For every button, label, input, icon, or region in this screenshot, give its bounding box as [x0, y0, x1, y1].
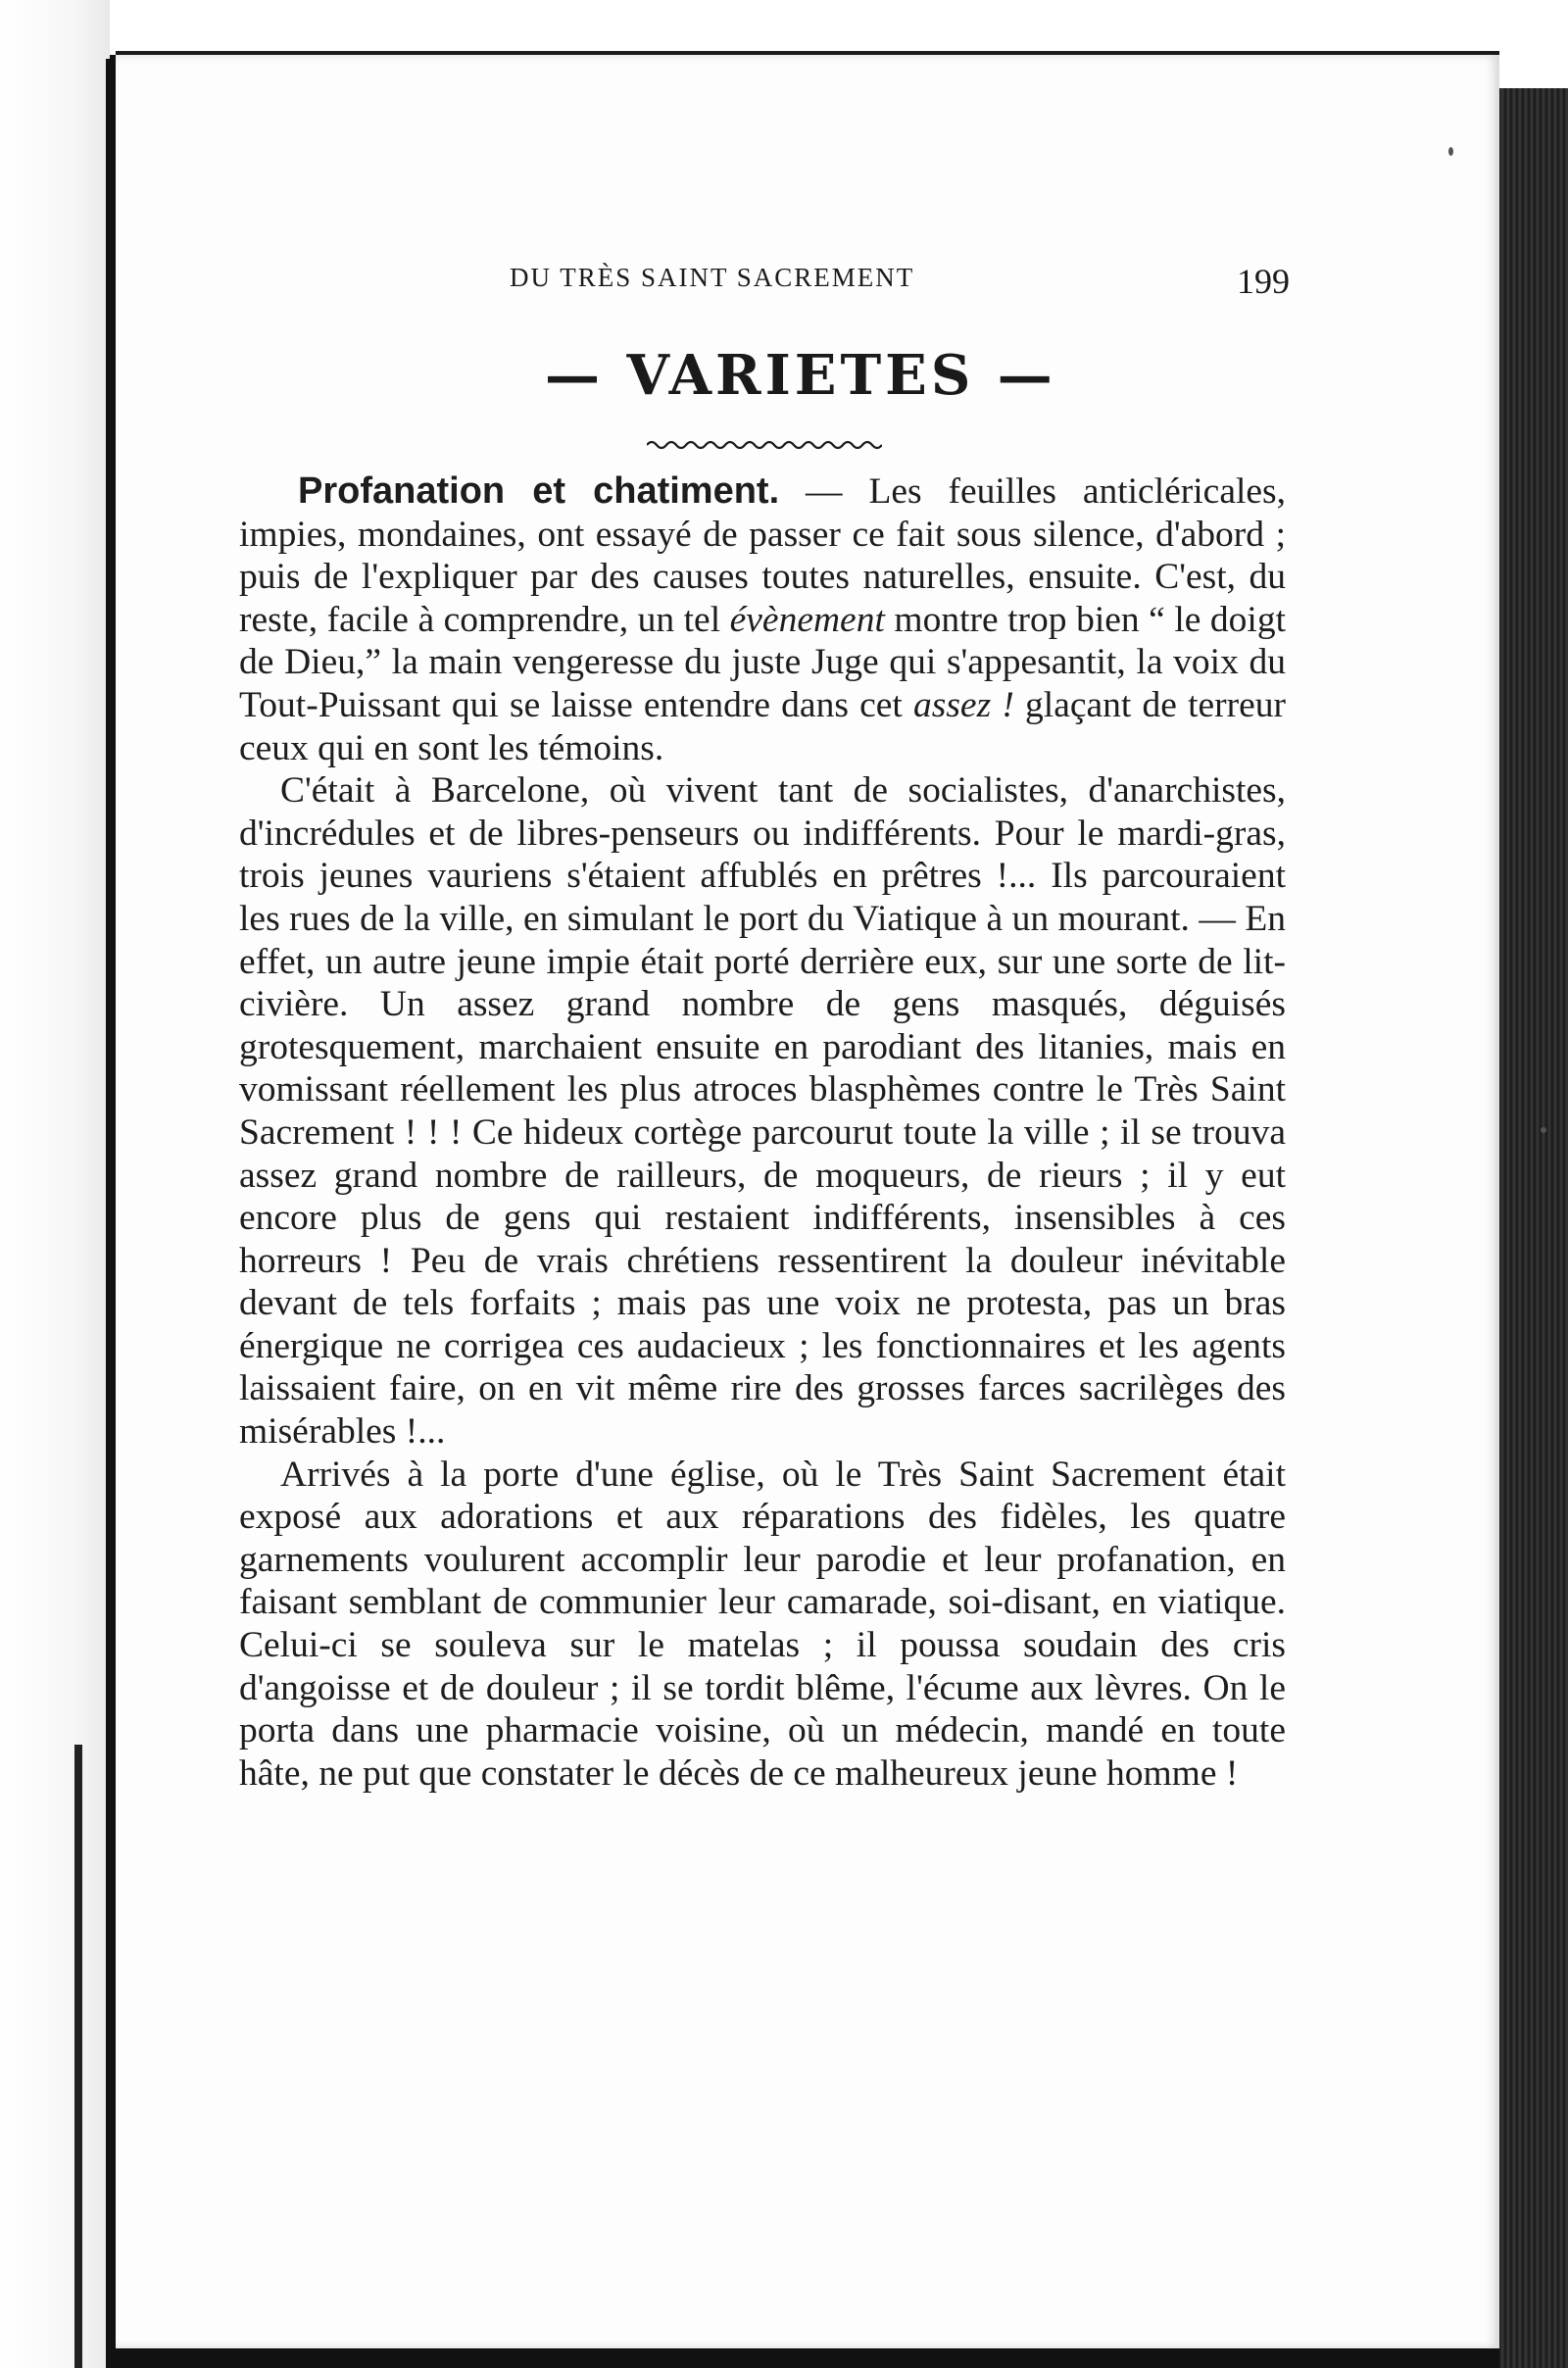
- text-run: montre trop bien “ le doigt de Dieu,” la main vengeresse du juste Juge qui s'appesantit, la voix du Tout-Puissant qui se laisse entendre dans cet: [239, 599, 1286, 725]
- scan-top-margin: [0, 0, 1568, 55]
- text-run: — Les feuilles anticléricales, impies, mondaines, ont essayé de passer ce fait sous silence, d'abord ; puis de l'expliquer par des causes toutes naturelles, ensuite. C'est, du reste, facile à comprendre, un tel: [239, 471, 1286, 640]
- scan-corner: [1499, 0, 1568, 88]
- page-number: 199: [1237, 262, 1290, 301]
- section-title: — VARIETES —: [545, 343, 1056, 408]
- page-stack-edge: [1499, 88, 1568, 2368]
- running-head: DU TRÈS SAINT SACREMENT: [510, 263, 915, 292]
- binding-shadow-secondary: [74, 1745, 82, 2368]
- italic-run: évènement: [729, 599, 885, 640]
- paragraph-2: C'était à Barcelone, où vivent tant de socialistes, d'anarchistes, d'incrédules et de libres-penseurs ou indifférents. Pour le mardi-gras, trois jeunes vauriens s'étaient affublés en prêtres !... Ils parcouraient les rues de la ville, en simulant le port du Viatique à un mourant. — En effet, un autre jeune impie était porté derrière eux, sur une sorte de lit-civière. Un assez grand nombre de gens masqués, déguisés grotesquement, marchaient ensuite en parodiant des litanies, mais en vomissant réellement les plus atroces blasphèmes contre le Très Saint Sacrement ! ! ! Ce hideux cortège parcourut toute la ville ; il se trouva assez grand nombre de railleurs, de moqueurs, de rieurs ; il y eut encore plus de gens qui restaient indifférents, insensibles à ces horreurs ! Peu de vrais chrétiens ressentirent la douleur inévitable devant de tels forfaits ; mais pas une voix ne protesta, pas un bras énergique ne corrigea ces audacieux ; les fonctionnaires et les agents laissaient faire, on en vit même rire des grosses farces sacrilèges des misérables !...: [239, 770, 1286, 1453]
- scan-speck: [1541, 1127, 1546, 1133]
- italic-run: assez !: [913, 684, 1014, 725]
- paragraph-3: Arrivés à la porte d'une église, où le Très Saint Sacrement était exposé aux adorations et aux réparations des fidèles, les quatre garnements voulurent accomplir leur parodie et leur profanation, en faisant semblant de communier leur camarade, soi-disant, en viatique. Celui-ci se souleva sur le matelas ; il poussa soudain des cris d'angoisse et de douleur ; il se tordit blême, l'écume aux lèvres. On le porta dans une pharmacie voisine, où un médecin, mandé en toute hâte, ne put que constater le décès de ce malheureux jeune homme !: [239, 1454, 1286, 1794]
- article-body: [239, 470, 1286, 1795]
- binding-shadow: [106, 59, 116, 2368]
- wavy-rule-ornament: [647, 437, 882, 453]
- paragraph-lead: Profanation et chatiment.: [298, 470, 780, 512]
- text-run: glaçant de terreur ceux qui en sont les témoins.: [239, 684, 1286, 768]
- paragraph-1: [239, 470, 1286, 769]
- left-page-margin: [0, 0, 110, 2368]
- scan-speck: [1448, 147, 1453, 156]
